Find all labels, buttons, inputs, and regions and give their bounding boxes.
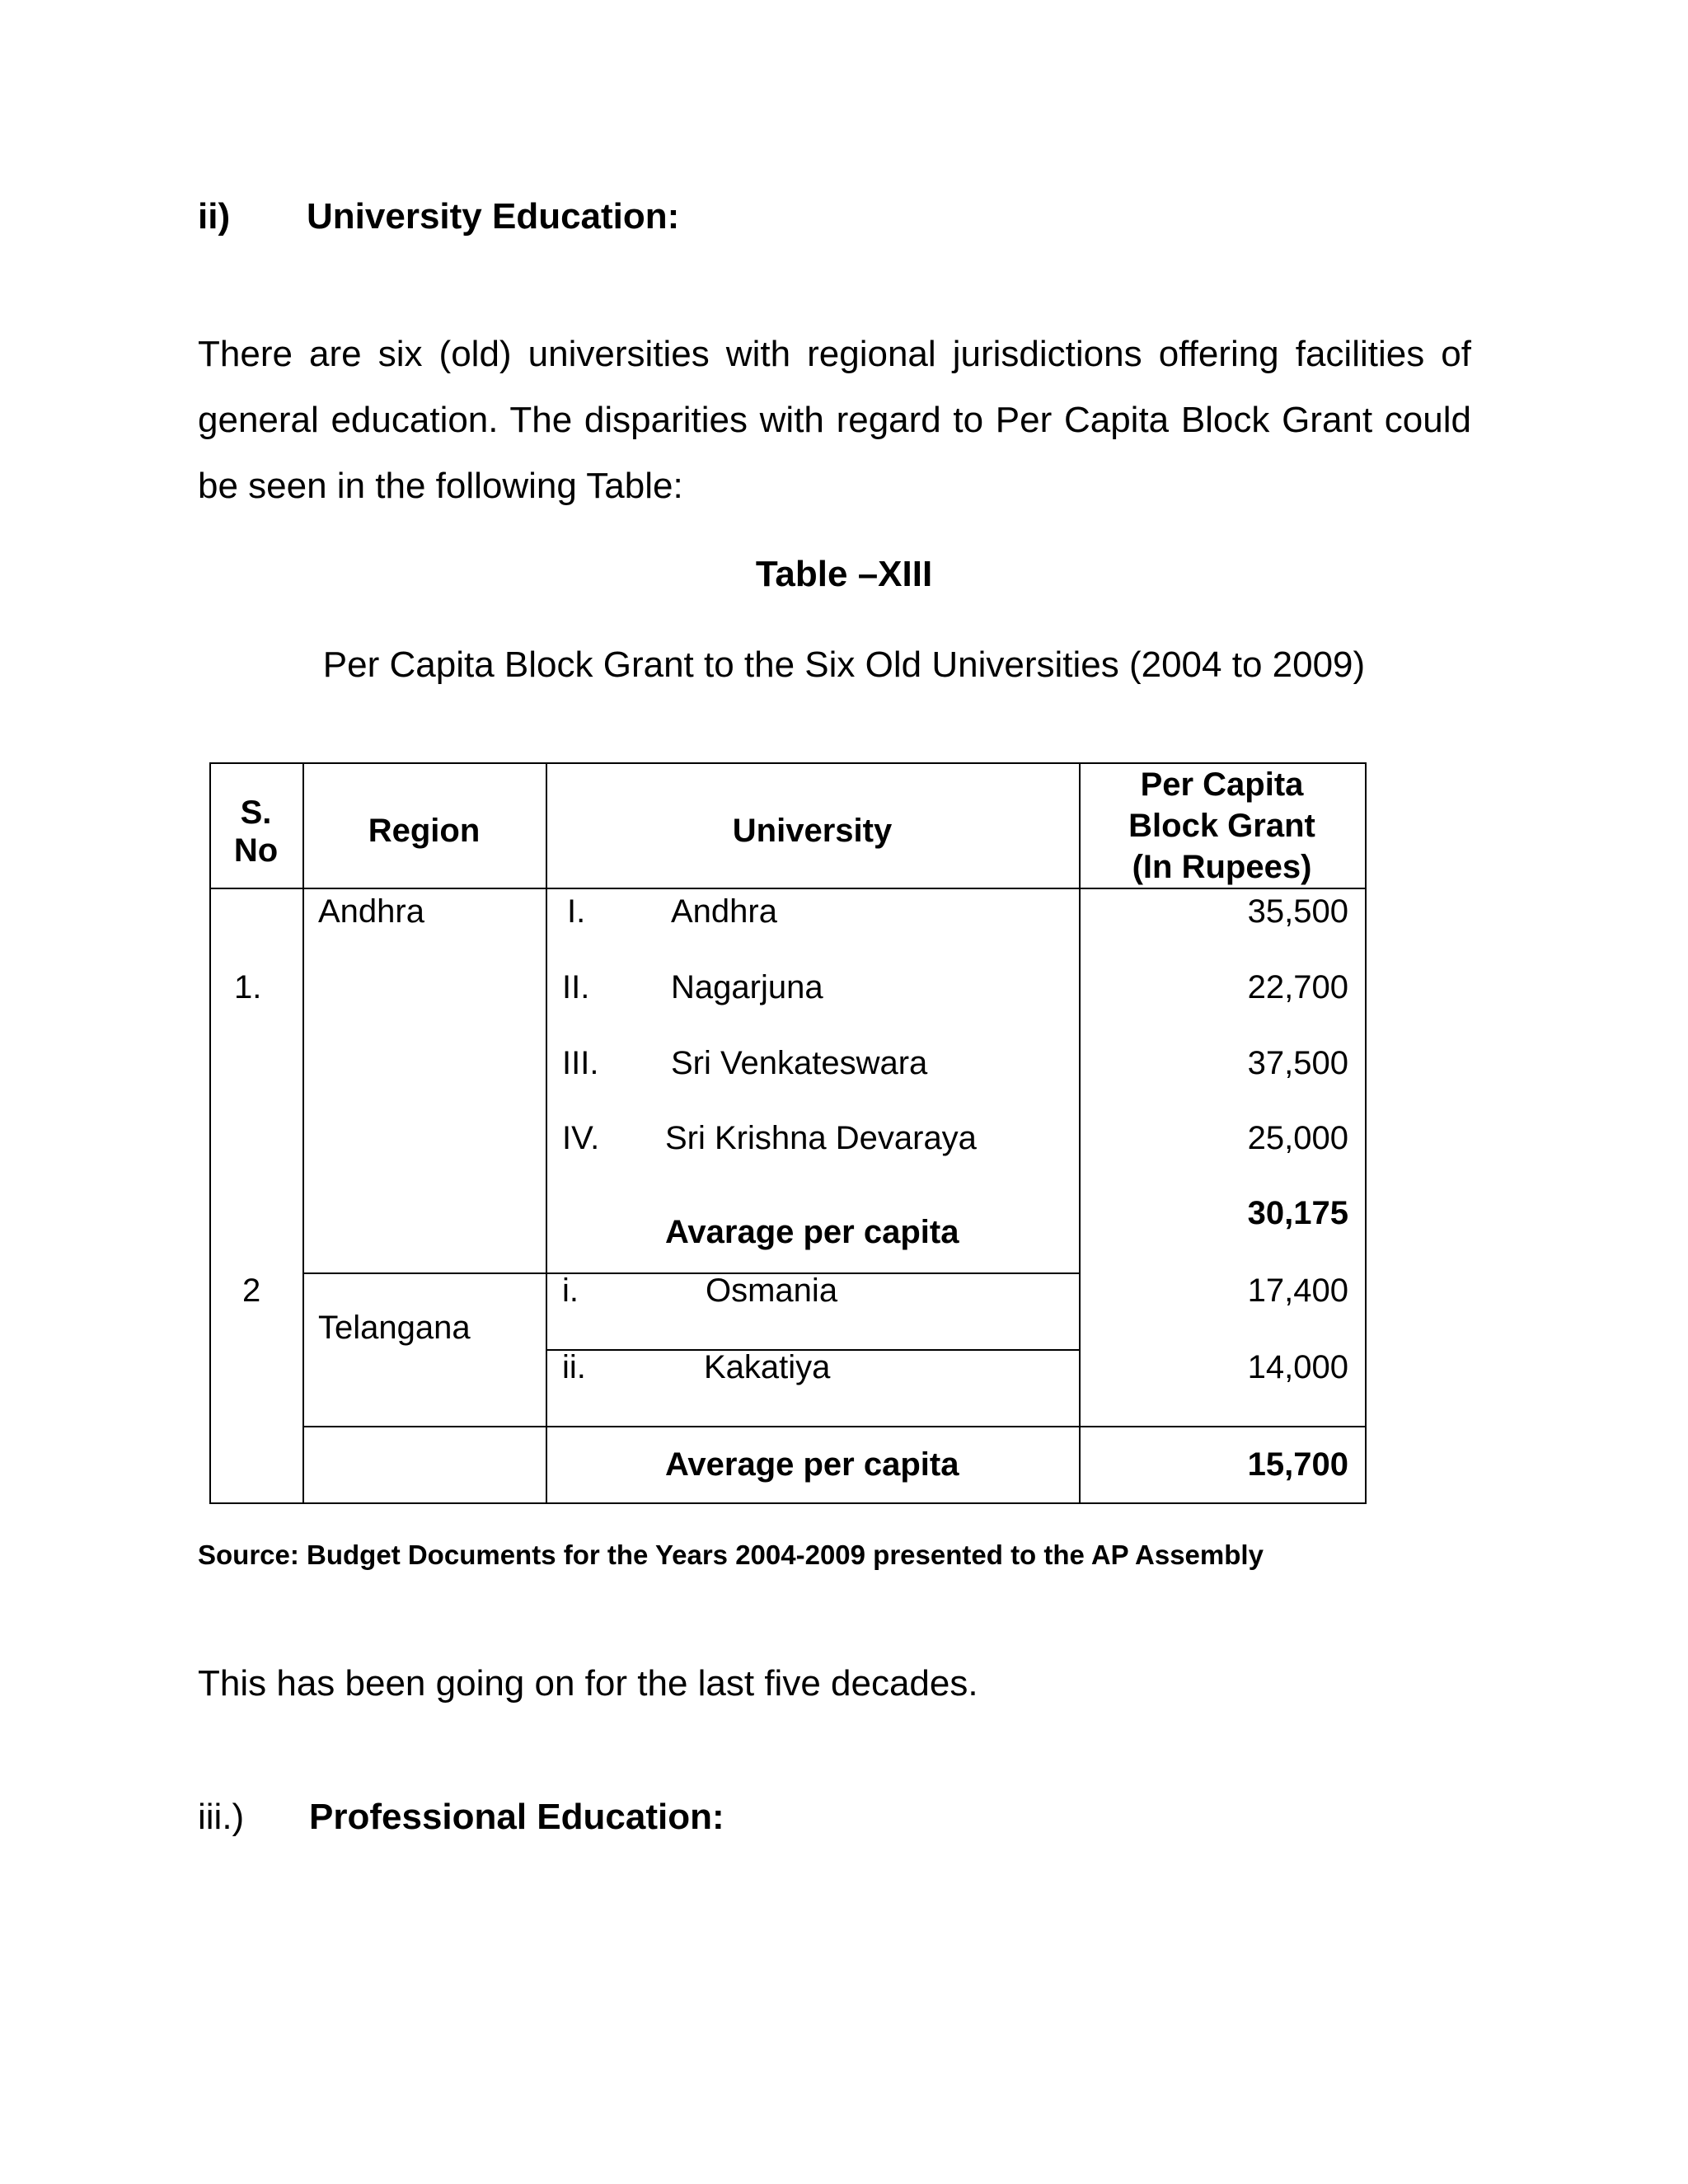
group-2-average-label: Average per capita xyxy=(665,1446,959,1483)
row-grant: 22,700 xyxy=(1247,969,1348,1005)
row-num: I. xyxy=(567,893,586,930)
row-university: Sri Venkateswara xyxy=(671,1045,928,1081)
row-num: i. xyxy=(562,1272,579,1309)
header-grant: Per Capita Block Grant (In Rupees) xyxy=(1128,766,1315,885)
section-number: iii.) xyxy=(198,1797,245,1837)
grant-table xyxy=(209,762,1367,1504)
row-num: II. xyxy=(562,969,590,1005)
header-separator xyxy=(209,888,1367,889)
group-2-average-value: 15,700 xyxy=(1247,1446,1348,1483)
table-border-bottom xyxy=(209,1502,1367,1504)
row-num: III. xyxy=(562,1045,599,1081)
group-2-sno: 2 xyxy=(242,1272,261,1309)
row-university: Kakatiya xyxy=(704,1349,831,1385)
row-grant: 37,500 xyxy=(1247,1045,1348,1081)
row-num: IV. xyxy=(562,1120,600,1156)
row-university: Nagarjuna xyxy=(671,969,823,1005)
col-sep-1 xyxy=(302,762,304,1504)
group-1-average-value: 30,175 xyxy=(1247,1195,1348,1231)
group-2-region: Telangana xyxy=(318,1310,471,1346)
row-grant: 14,000 xyxy=(1247,1349,1348,1385)
intro-paragraph: There are six (old) universities with regional jurisdictions offering facilities of general education. The disparities with regard to Per Capita Block Grant could be seen in the following Table: xyxy=(198,334,1471,506)
col-sep-2 xyxy=(546,762,547,1504)
table-border-right xyxy=(1365,762,1367,1504)
group-1-region: Andhra xyxy=(318,893,424,930)
table-source: Source: Budget Documents for the Years 2004-2009 presented to the AP Assembly xyxy=(198,1540,1264,1570)
table-caption: Per Capita Block Grant to the Six Old Universities (2004 to 2009) xyxy=(322,644,1366,685)
table-border-left xyxy=(209,762,211,1504)
header-region: Region xyxy=(368,813,481,849)
group-1-average-label: Avarage per capita xyxy=(665,1214,959,1250)
row-grant: 17,400 xyxy=(1247,1272,1348,1309)
final-average-top-line xyxy=(302,1426,1367,1427)
header-university: University xyxy=(732,813,893,849)
row-university: Osmania xyxy=(706,1272,838,1309)
group-1-sno: 1. xyxy=(234,969,262,1005)
table-title: Table –XIII xyxy=(755,554,933,594)
header-sno: S. No xyxy=(233,794,279,869)
row-university: Andhra xyxy=(671,893,777,930)
section-title: Professional Education: xyxy=(309,1797,724,1837)
row-num: ii. xyxy=(562,1349,586,1385)
closing-sentence: This has been going on for the last five decades. xyxy=(198,1663,978,1704)
section-number: ii) xyxy=(198,196,231,237)
row-grant: 25,000 xyxy=(1247,1120,1348,1156)
row-university: Sri Krishna Devaraya xyxy=(665,1120,977,1156)
row-grant: 35,500 xyxy=(1247,893,1348,930)
section-title: University Education: xyxy=(307,196,680,237)
telangana-top-line xyxy=(302,1272,1081,1274)
